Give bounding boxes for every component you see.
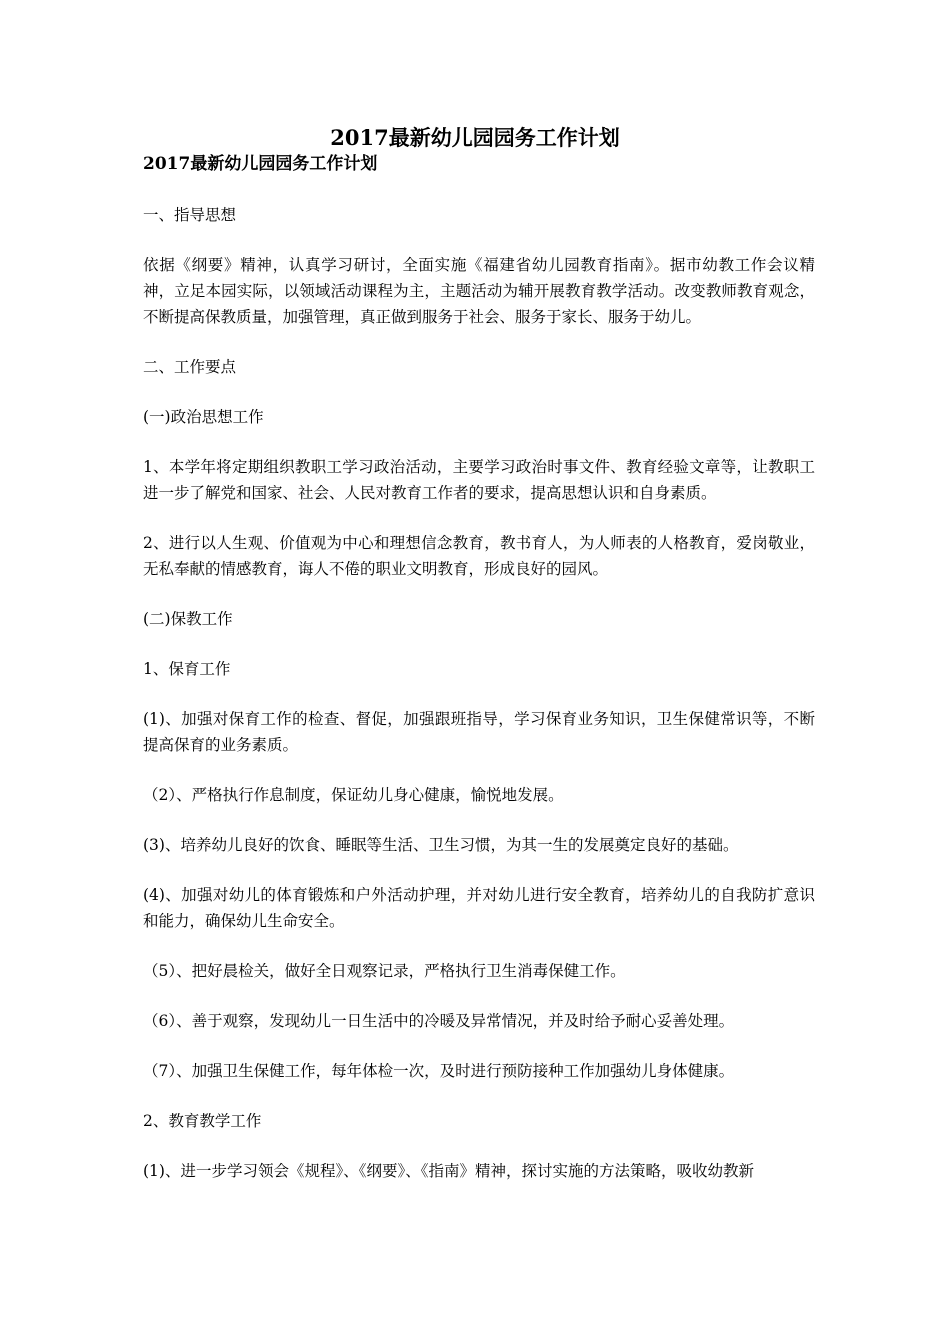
document-subtitle: 2017最新幼儿园园务工作计划 [143,154,378,174]
paragraph: (3)、培养幼儿良好的饮食、睡眠等生活、卫生习惯，为其一生的发展奠定良好的基础。 [143,836,739,854]
document-body [143,202,815,1208]
paragraph: 一、指导思想 [143,206,237,224]
paragraph: (一)政治思想工作 [143,408,264,426]
paragraph: 二、工作要点 [143,358,237,376]
paragraph: 2、进行以人生观、价值观为中心和理想信念教育，教书育人，为人师表的人格教育，爱岗敬业，无私奉献的情感教育，诲人不倦的职业文明教育，形成良好的园风。 [143,534,815,578]
paragraph: 2、教育教学工作 [143,1112,262,1130]
paragraph: (4)、加强对幼儿的体育锻炼和户外活动护理，并对幼儿进行安全教育，培养幼儿的自我防扩意识和能力，确保幼儿生命安全。 [143,886,815,930]
paragraph: (1)、加强对保育工作的检查、督促，加强跟班指导，学习保育业务知识，卫生保健常识等，不断提高保育的业务素质。 [143,710,815,754]
paragraph: （2）、严格执行作息制度，保证幼儿身心健康，愉悦地发展。 [143,786,564,804]
paragraph: （7）、加强卫生保健工作，每年体检一次，及时进行预防接种工作加强幼儿身体健康。 [143,1062,735,1080]
paragraph: 依据《纲要》精神，认真学习研讨，全面实施《福建省幼儿园教育指南》。据市幼教工作会议精神，立足本园实际，以领域活动课程为主，主题活动为辅开展教育教学活动。改变教师教育观念，不断提高保教质量，加强管理，真正做到服务于社会、服务于家长、服务于幼儿。 [143,256,815,326]
paragraph: 1、本学年将定期组织教职工学习政治活动，主要学习政治时事文件、教育经验文章等，让教职工进一步了解党和国家、社会、人民对教育工作者的要求，提高思想认识和自身素质。 [143,458,815,502]
paragraph: （6）、善于观察，发现幼儿一日生活中的冷暖及异常情况，并及时给予耐心妥善处理。 [143,1012,735,1030]
paragraph: （5）、把好晨检关，做好全日观察记录，严格执行卫生消毒保健工作。 [143,962,626,980]
document-title: 2017最新幼儿园园务工作计划 [330,125,620,150]
paragraph: (1)、进一步学习领会《规程》、《纲要》、《指南》精神，探讨实施的方法策略，吸收幼教新 [143,1162,754,1180]
paragraph: 1、保育工作 [143,660,231,678]
paragraph: (二)保教工作 [143,610,233,628]
